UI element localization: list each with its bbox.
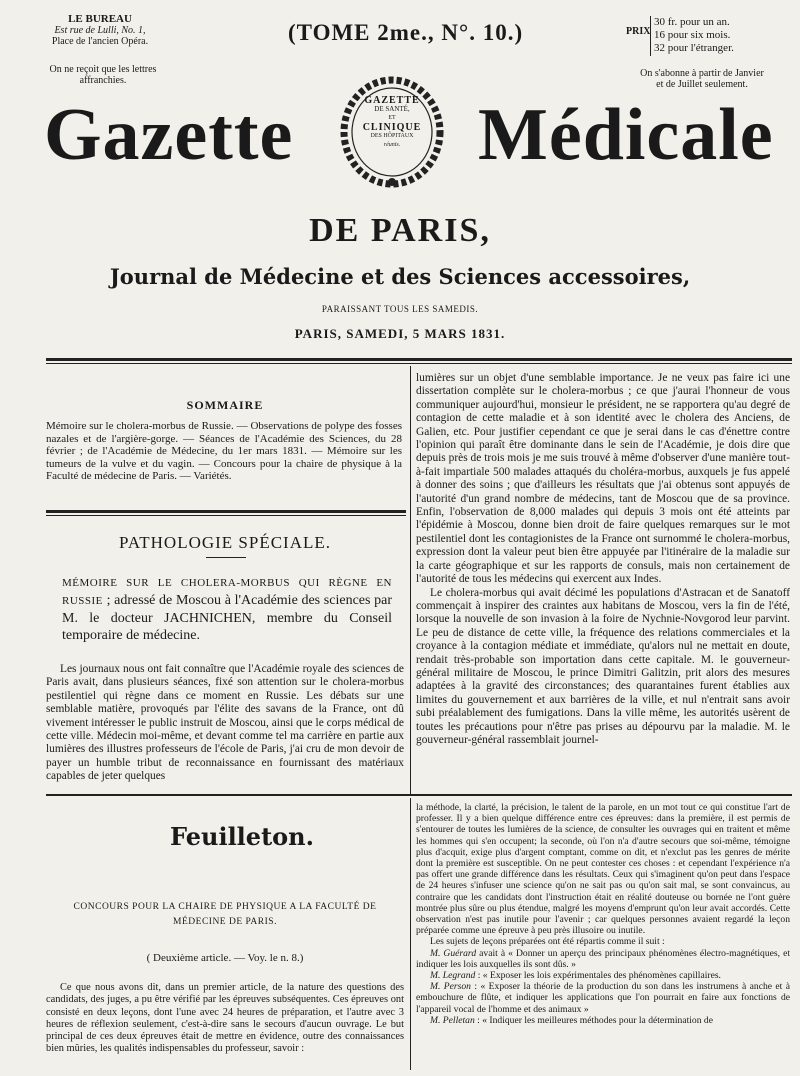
heading-ornament-rule [206,557,246,558]
lesson-item [416,948,790,970]
seal-line-3: ET [388,115,396,121]
lesson-name: M. Legrand [430,970,476,982]
lesson-item [416,970,790,981]
seal-line-5: DES HÔPITAUX [370,133,414,139]
feuilleton-divider [410,798,411,1070]
feuilleton-right-paragraph-1: la méthode, la clarté, la précision, le talent de la parole, en un mot tout ce qui constitue l'art de professer. Il y a bien quelque différence entre ces épreuves: dans la première, il est permis de s'entourer de toutes les lumières de la science, de consulter les ouvrages qui en traitent et même les hommes qui s'en occupent; la seconde, où l'on n'a d'autre secours que soi-même, témoigne plus d'acquit, exige plus d'argent comptant, comme on dit, et n'exclut pas les genres de mérite dont la première est susceptible. On ne peut contester ces choses : et cependant l'expérience n'a pas offert une grande différence dans les résultats. Ceux qui s'imaginent qu'on peut dans l'espace de 24 heures s'infuser une science qu'on ne sait pas ou qu'on sait mal, se sont convaincus, au contraire que les candidats dont l'instruction était en réalité douteuse ou bornée ne l'ont guère montrée plus sûre ou plus étendue, malgré les moyens d'emprunt qu'on leur avait accordés. Cette observation n'est pas inutile pour l'avenir ; car quelques personnes avaient regardé la leçon préparée comme une épreuve à peu près illusoire ou inutile. [416,802,790,937]
sommaire-rule-thin [46,515,406,516]
lesson-item [416,1015,790,1026]
price-list [650,16,734,56]
lesson-item [416,981,790,1015]
subscribe-line-2: et de Juillet seulement. [656,79,748,90]
lesson-text: : « Exposer la théorie de la production du son dans les instrumens à anche et à embouchure de flûte, et indiquer les applications que l'on pourrait en faire aux fonctions de l'appareil vocal de l'homme et des animaux » [416,981,790,1015]
lesson-name: M. Pelletan [430,1014,475,1026]
seal-line-2: DE SANTÉ, [374,105,410,113]
price-line-1: 30 fr. pour un an. [654,16,730,28]
feuilleton-paragraph-1: Ce que nous avons dit, dans un premier article, de la nature des questions des candidats, des juges, a pu être vérifié par les épreuves subséquentes. Ces épreuves ont consisté en deux leçons, dont l'une avec 24 heures de préparation, et l'autre avec 3 heures de réflexion seulement, c'est-à-dire sans le secours d'aucun ouvrage. Le but principal de ces deux épreuves était de mettre en évidence, outre des connaissances bien mûries, les qualités indispensables du professeur, savoir : [46,982,404,1055]
seal-line-1: GAZETTE [364,95,420,106]
bureau-title: LE BUREAU [68,13,132,25]
masthead-date: PARIS, SAMEDI, 5 MARS 1831. [294,326,506,341]
memoire-title-rest: ; adressé de Moscou à l'Académie des sciences par M. le docteur JACHNICHEN, membre du Conseil temporaire de médecine. [62,593,393,643]
masthead-subtitle: Journal de Médecine et des Sciences accessoires, [109,264,691,289]
masthead-medicale: Médicale [478,94,774,176]
lesson-name: M. Person [430,981,471,993]
letters-line-1: On ne reçoit que les lettres [49,64,157,75]
feuilleton-article-note: ( Deuxième article. — Voy. le n. 8.) [146,952,304,964]
feuilleton-title: Feuilleton. [170,822,314,851]
issue-number: (TOME 2me., N°. 10.) [288,20,524,45]
letters-line-2: affranchies. [79,75,127,86]
seal-line-4: CLINIQUE [362,122,422,133]
right-paragraph-1: lumières sur un objet d'une semblable importance. Je ne veux pas faire ici une dissertation complète sur le cholera-morbus ; ce que j'aurai l'honneur de vous communiquer aujourd'hui, monsieur le président, ne se rapportera qu'au degré de contagion de cette maladie et à son identité avec le cholera des Anciens, de Galien, etc. Pour justifier cependant ce que je serai dans le cas d'énettre contre l'opinion qui paraît être dominante dans le sein de l'Académie, je dois dire que depuis près de trois mois je me suis trouvé à même d'observer d'une manière tout-à-fait impartiale 500 malades attaqués du choléra-morbus, auxquels je fus appelé à donner des soins ; que d'ailleurs les résultats que j'ai obtenus sont appuyés de l'autorité d'un grand nombre de médecins, tant de Moscou que de sa province. Enfin, l'observation de 8,000 malades qui depuis 3 mois ont été atteints par l'épidémie à Moscou, donne bien droit de faire quelques remarques sur le mot pestilentiel dont les contagionistes de la France ont surnommé le cholera-morbus, expression dont la valeur peut bien être appuyée par l'itinéraire de la maladie sur la carte géographique et sur les rapports de consuls, mais non certainement de l'autorité de tous les médecins qui exercent aux Indes. [416,372,790,586]
letters-note [28,64,178,86]
memoire-title [62,574,392,644]
memoire-title-caps: MÉMOIRE SUR LE CHOLERA-MORBUS QUI RÈGNE EN RUSSIE [62,577,392,607]
sommaire-text: Mémoire sur le cholera-morbus de Russie. — Observations de polype des fosses nazales et de l'argière-gorge. — Séances de l'Académie des Sciences, du 28 février ; de l'Académie de Médecine, du 1er mars 1831. — Mémoire sur les tumeurs de la vulve et du vagin. — Concours pour la chaire de physique à la Faculté de médecine de Paris. — Variétés. [46,420,402,483]
right-column-body [416,372,790,747]
price-line-3: 32 pour l'étranger. [654,42,734,54]
masthead-frequency: PARAISSANT TOUS LES SAMEDIS. [321,304,479,314]
sommaire-rule [46,510,406,513]
seal-emblem [340,76,444,188]
pathologie-body [46,663,404,784]
column-divider [410,366,411,794]
pathologie-heading: PATHOLOGIE SPÉCIALE. [118,533,332,552]
bureau-address: Est rue de Lulli, No. 1, [54,25,146,36]
header-rule-thin [46,363,792,364]
seal-text [352,96,432,150]
feuilleton-subtitle: CONCOURS POUR LA CHAIRE DE PHYSIQUE A LA FACULTÉ DE MÉDECINE DE PARIS. [73,902,377,927]
right-paragraph-2: Le cholera-morbus qui avait décimé les populations d'Astracan et de Sanatoff commençait à inspirer des craintes aux habitans de Moscou, vers la fin de l'été, lorsque la nouvelle de son invasion à la foire de Nychnie-Novgorod leur parvint. Le peu de distance de cette ville, la fréquence des relations commerciales et la croyance à la contagion médiate et immédiate, qu'alors nul ne mettait en doute, rendait très-probable son importation dans cette capitale. M. le gouverneur-général militaire de Moscou, le prince Dimitri Galitzin, prit alors des mesures adaptées à la gravité des circonstances; des quarantaines furent établies aux limites du gouvernement et aux barrières de la ville, et nul n'entrait sans avoir subi préalablement des fumigations. Dans la ville même, les autorités usèrent de toutes les précautions pour n'être pas prises au dépourvu par la maladie. M. le gouverneur-général rassemblait journel- [416,586,790,746]
lesson-text: : « Exposer les lois expérimentales des phénomènes capillaires. [477,970,721,982]
price-label: PRIX [626,26,651,37]
lesson-text: avait à « Donner un aperçu des principaux phénomènes électro-magnétiques, et indiquer les lois auxquelles ils sont dûs. » [416,947,790,970]
lesson-list [416,948,790,1026]
bureau-place: Place de l'ancien Opéra. [51,36,149,47]
seal-line-6: réunis. [383,142,401,148]
subscribe-note [612,68,792,90]
pathologie-paragraph: Les journaux nous ont fait connaître que l'Académie royale des sciences de Paris avait, dans plusieurs séances, fixé son attention sur le cholera-morbus pestilentiel qui règne dans ce moment en Russie. Les débats sur une semblable matière, provoqués par l'élite des savans de la France, ont dû vivement intéresser le public instruit de Moscou, ainsi que le corps médical de cette ville. Médecin moi-même, et devant comme tel ma carrière en partie aux lumières des illustres professeurs de l'école de Paris, j'ai cru de mon devoir de payer un humble tribut de reconnaissance en fournissant des matériaux capables de jeter quelques [46,663,404,783]
price-line-2: 16 pour six mois. [654,29,731,41]
header-rule [46,358,792,361]
feuilleton-right-body [416,802,790,1026]
feuilleton-right-paragraph-2: Les sujets de leçons préparées ont été répartis comme il suit : [430,936,665,948]
masthead-city: DE PARIS, [309,212,491,249]
masthead-gazette: Gazette [44,94,294,176]
subscribe-line-1: On s'abonne à partir de Janvier [640,68,764,79]
bureau-block [40,14,160,47]
feuilleton-left-body [46,982,404,1056]
feuilleton-rule [46,794,792,796]
lesson-name: M. Guérard [430,947,477,959]
lesson-text: : « Indiquer les meilleures méthodes pour la détermination de [477,1014,713,1026]
sommaire-title: SOMMAIRE [186,398,264,412]
